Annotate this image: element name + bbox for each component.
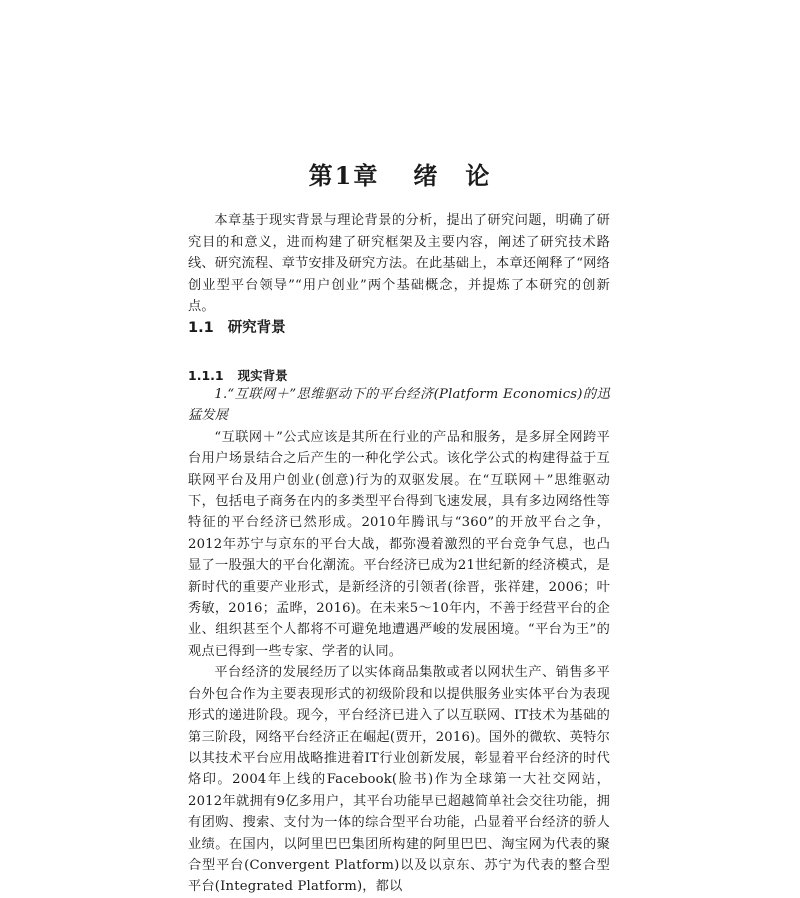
paragraph: 平台经济的发展经历了以实体商品集散或者以网状生产、销售多平台外包合作为主要表现形式的初级阶段和以提供服务业实体平台为表现形式的递进阶段。现今，平台经济已进入了以互联网、IT技术为基础的第三阶段，网络平台经济正在崛起(贾开，2016)。国外的微软、英特尔以其技术平台应用战略推进着IT行业创新发展，彰显着平台经济的时代烙印。2004年上线的Facebook(脸书)作为全球第一大社交网站，2012年就拥有9亿多用户，其平台功能早已超越简单社会交往功能，拥有团购、搜索、支付为一体的综合型平台功能，凸显着平台经济的骄人业绩。在国内，以阿里巴巴集团所构建的阿里巴巴、淘宝网为代表的聚合型平台(Convergent Platform)以及以京东、苏宁为代表的整合型平台(Integrated Platform)，都以 [188, 665, 610, 895]
subsection-heading [188, 366, 288, 384]
section-title: 研究背景 [227, 320, 286, 336]
chapter-abstract: 本章基于现实背景与理论背景的分析，提出了研究问题，明确了研究目的和意义，进而构建了研究框架及主要内容，阐述了研究技术路线、研究流程、章节安排及研究方法。在此基础上，本章还阐释了“网络创业型平台领导”“用户创业”两个基础概念，并提炼了本研究的创新点。 [188, 213, 610, 315]
body-text [188, 384, 610, 898]
subsubsection-heading: 1.“互联网＋”思维驱动下的平台经济(Platform Economics)的迅猛发展 [188, 387, 610, 424]
chapter-number: 第1章 [308, 161, 380, 191]
subsection-title: 现实背景 [237, 368, 288, 383]
subsection-number: 1.1.1 [188, 368, 224, 383]
chapter-title-text: 绪 论 [413, 161, 492, 191]
section-number: 1.1 [188, 320, 214, 336]
paragraph: “互联网＋”公式应该是其所在行业的产品和服务，是多屏全网跨平台用户场景结合之后产生的一种化学公式。该化学公式的构建得益于互联网平台及用户创业(创意)行为的双驱发展。在“互联网＋”思维驱动下，包括电子商务在内的多类型平台得到飞速发展，具有多边网络性等特征的平台经济已然形成。2010年腾讯与“360”的开放平台之争，2012年苏宁与京东的平台大战，都弥漫着激烈的平台竞争气息，也凸显了一股强大的平台化潮流。平台经济已成为21世纪新的经济模式，是新时代的重要产业形式，是新经济的引领者(徐晋，张祥建，2006；叶秀敏，2016；孟晔，2016)。在未来5～10年内，不善于经营平台的企业、组织甚至个人都将不可避免地遭遇严峻的发展困境。“平台为王”的观点已得到一些专家、学者的认同。 [188, 429, 610, 659]
chapter-title [0, 156, 800, 191]
section-heading [188, 316, 286, 337]
